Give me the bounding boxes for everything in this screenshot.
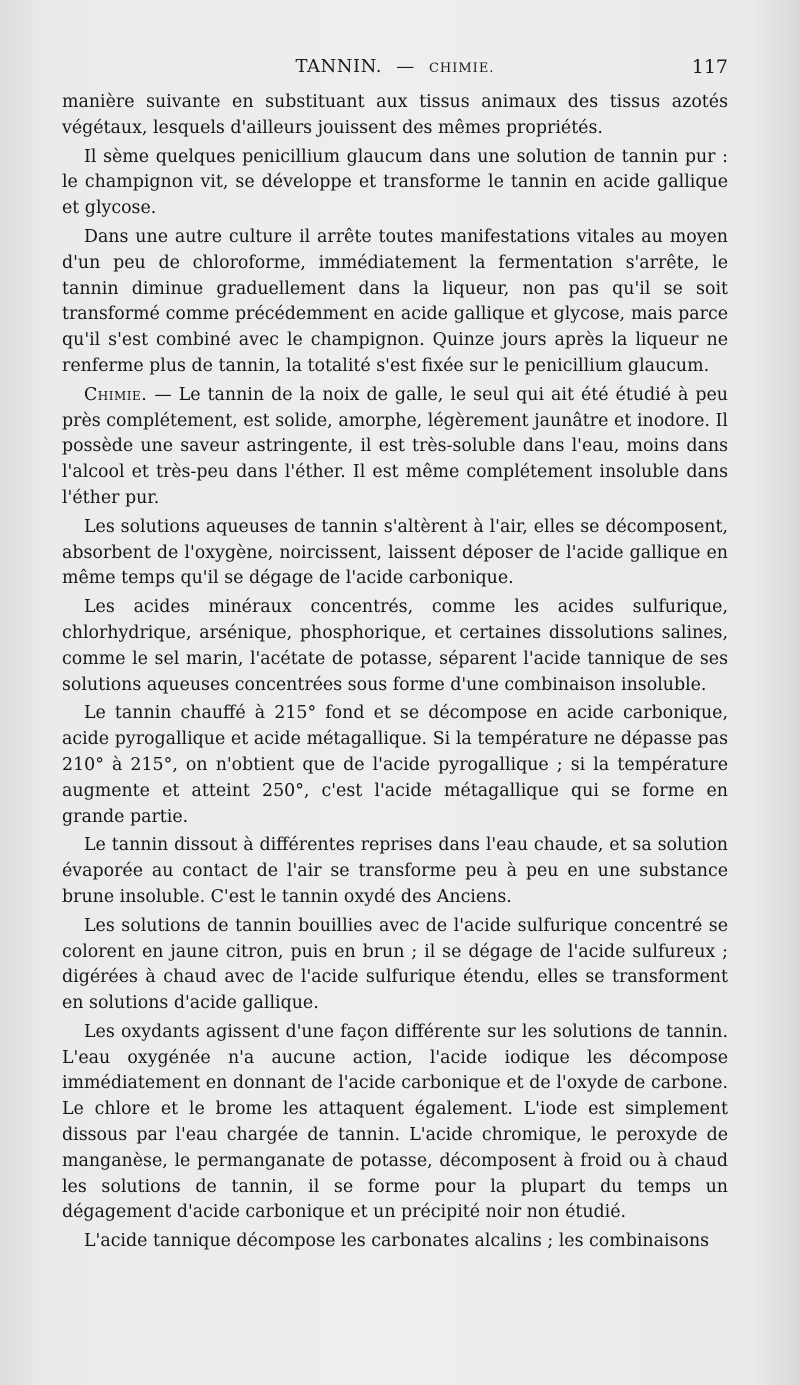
paragraph-text: Il sème quelques penicillium glaucum dans une solution de tannin pur : le champignon vit, se développe et transforme le tannin en acide gallique et glycose. [62,146,728,219]
paragraph [62,1020,728,1226]
paragraph [62,515,728,592]
paragraph [62,145,728,222]
section-heading-chimie: Chimie. [84,384,148,405]
paragraph-text: Le tannin chauffé à 215° fond et se décompose en acide carbonique, acide pyrogallique et acide métagallique. Si la température ne dépasse pas 210° à 215°, on n'obtient que de l'acide pyrogallique ; si la température augmente et atteint 250°, c'est l'acide métagallique qui se forme en grande partie. [62,703,728,827]
running-head-separator: — [396,56,415,77]
paragraph [62,701,728,830]
paragraph [62,1229,728,1255]
paragraph-text: Les solutions de tannin bouillies avec de l'acide sulfurique concentré se colorent en jaune citron, puis en brun ; il se dégage de l'acide sulfureux ; digérées à chaud avec de l'acide sulfurique étendu, elles se transforment en solutions d'acide gallique. [62,915,728,1014]
bottom-margin [0,1355,800,1385]
paragraph-text: L'acide tannique décompose les carbonates alcalins ; les combinaisons [84,1231,710,1252]
paragraph-text: Dans une autre culture il arrête toutes manifestations vitales au moyen d'un peu de chloroforme, immédiatement la fermentation s'arrête, le tannin diminue graduellement dans la liqueur, non pas qu'il se soit transformé comme précédemment en acide gallique et glycose, mais parce qu'il s'est combiné avec le champignon. Quinze jours après la liqueur ne renferme plus de tannin, la totalité s'est fixée sur le penicillium glaucum. [62,226,728,376]
running-head-section: CHIMIE. [428,61,495,76]
paragraph-text: manière suivante en substituant aux tissus animaux des tissus azotés végétaux, lesquels d'ailleurs jouissent des mêmes propriétés. [62,92,728,138]
paragraph-text: Les oxydants agissent d'une façon différente sur les solutions de tannin. L'eau oxygénée n'a aucune action, l'acide iodique les décompose immédiatement en donnant de l'acide carbonique et de l'oxyde de carbone. Le chlore et le brome les attaquent également. L'iode est simplement dissous par l'eau chargée de tannin. L'acide chromique, le peroxyde de manganèse, le permanganate de potasse, décomposent à froid ou à chaud les solutions de tannin, il se forme pour la plupart du temps un dégagement d'acide carbonique et un précipité noir non étudié. [62,1021,728,1223]
page-header [62,54,728,84]
page-number: 117 [691,56,728,78]
paragraph [62,225,728,380]
paragraph-text: Les solutions aqueuses de tannin s'altèrent à l'air, elles se décomposent, absorbent de l'oxygène, noircissent, laissent déposer de l'acide gallique en même temps qu'il se dégage de l'acide carbonique. [62,516,728,589]
paragraph [62,90,728,142]
paragraph-chimie [62,383,728,512]
running-head [62,56,728,77]
paragraph-text: Le tannin dissout à différentes reprises dans l'eau chaude, et sa solution évaporée au contact de l'air se transforme peu à peu en une substance brune insoluble. C'est le tannin oxydé des Anciens. [62,835,728,907]
body-text [62,90,728,1258]
paragraph [62,595,728,698]
paragraph-text: Les acides minéraux concentrés, comme les acides sulfurique, chlorhydrique, arsénique, phosphorique, et certaines dissolutions salines, comme le sel marin, l'acétate de potasse, séparent l'acide tannique de ses solutions aqueuses concentrées sous forme d'une combinaison insoluble. [62,597,728,695]
paragraph [62,833,728,910]
paragraph [62,914,728,1017]
running-head-title: TANNIN. [295,56,382,77]
paragraph-text: — Le tannin de la noix de galle, le seul qui ait été étudié à peu près complétement, est solide, amorphe, légèrement jaunâtre et inodore. Il possède une saveur astringente, il est très-soluble dans l'eau, moins dans l'alcool et très-peu dans l'éther. Il est même complétement insoluble dans l'éther pur. [62,384,728,508]
